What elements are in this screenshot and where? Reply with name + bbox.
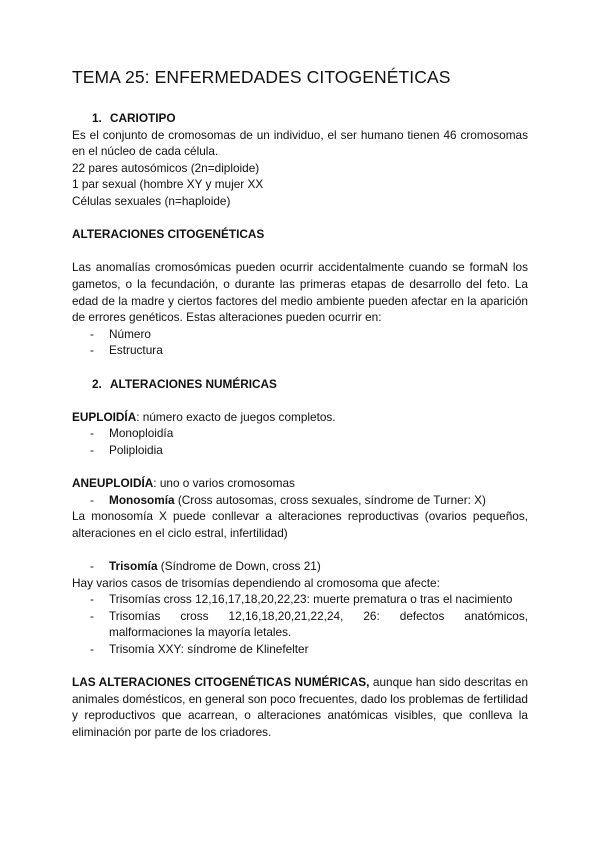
euploidia-definition: [72, 409, 528, 426]
section-heading-numericas: [72, 376, 528, 393]
monosomia-text: (Cross autosomas, cross sexuales, síndrome de Turner: X): [174, 492, 486, 507]
list-item: - Monoploidía: [72, 425, 528, 442]
monosomia-paragraph: La monosomía X puede conllevar a alteraciones reproductivas (ovarios pequeños, alteraciones en el ciclo estral, infertilidad): [72, 509, 528, 540]
aneuploidia-text: : uno o varios cromosomas: [153, 476, 295, 491]
section-heading-text: ALTERACIONES NUMÉRICAS: [110, 376, 277, 391]
section-heading-text: CARIOTIPO: [110, 111, 176, 125]
closing-text: aunque han sido descritas en animales domésticos, en general son poco frecuentes, dado los problemas de fertilidad y reproductivos que acarrean, o alteraciones anatómicas visibles, que conlleva la eliminación por parte de los criadores.: [72, 675, 529, 739]
closing-paragraph: [72, 674, 528, 740]
list-item: - Número: [72, 326, 528, 343]
cariotipo-line: 22 pares autosómicos (2n=diploide): [72, 160, 260, 175]
trisomia-text: (Síndrome de Down, cross 21): [157, 559, 321, 574]
list-item: - Trisomías cross 12,16,18,20,21,22,24, 26: defectos anatómicos, malformaciones la mayoría letales.: [72, 608, 528, 641]
euploidia-term: EUPLOIDÍA: [72, 409, 137, 424]
closing-bold: LAS ALTERACIONES CITOGENÉTICAS NUMÉRICAS,: [72, 675, 370, 690]
list-item: - Estructura: [72, 342, 528, 359]
section-heading-cariotipo: [72, 110, 528, 127]
aneuploidia-term: ANEUPLOIDÍA: [72, 476, 154, 491]
list-item: - Poliploidia: [72, 442, 528, 459]
trisomia-cases-list: [72, 591, 528, 657]
monosomia-term: Monosomía: [109, 492, 175, 507]
cariotipo-line: Células sexuales (n=haploide): [72, 193, 231, 208]
cariotipo-definition: Es el conjunto de cromosomas de un individuo, el ser humano tienen 46 cromosomas en el núcleo de cada célula.: [72, 127, 528, 159]
alteraciones-list: [72, 326, 528, 359]
monosomia-list: [72, 492, 528, 509]
euploidia-text: : número exacto de juegos completos.: [136, 409, 336, 424]
section-number: 1.: [92, 111, 102, 125]
trisomia-list: [72, 558, 528, 575]
alteraciones-paragraph: Las anomalías cromosómicas pueden ocurrir accidentalmente cuando se formaN los gametos, o la fecundación, o durante las primeras etapas de desarrollo del feto. La edad de la madre y ciertos factores del medio ambiente pueden afectar en la aparición de errores genéticos. Estas alteraciones pueden ocurrir en:: [72, 260, 528, 325]
list-item: - Trisomías cross 12,16,17,18,20,22,23: muerte prematura o tras el nacimiento: [72, 591, 528, 608]
page-title: TEMA 25: ENFERMEDADES CITOGENÉTICAS: [72, 67, 451, 87]
section-number: 2.: [92, 376, 102, 391]
list-item: [72, 492, 528, 509]
document-page: [72, 66, 528, 741]
trisomia-intro: Hay varios casos de trisomías dependiendo al cromosoma que afecte:: [72, 575, 440, 590]
trisomia-term: Trisomía: [109, 559, 158, 574]
list-item: - Trisomía XXY: síndrome de Klinefelter: [72, 641, 528, 658]
euploidia-list: [72, 425, 528, 458]
alteraciones-heading: ALTERACIONES CITOGENÉTICAS: [72, 227, 265, 242]
list-item: [72, 558, 528, 575]
aneuploidia-definition: [72, 475, 528, 492]
cariotipo-line: 1 par sexual (hombre XY y mujer XX: [72, 177, 264, 192]
